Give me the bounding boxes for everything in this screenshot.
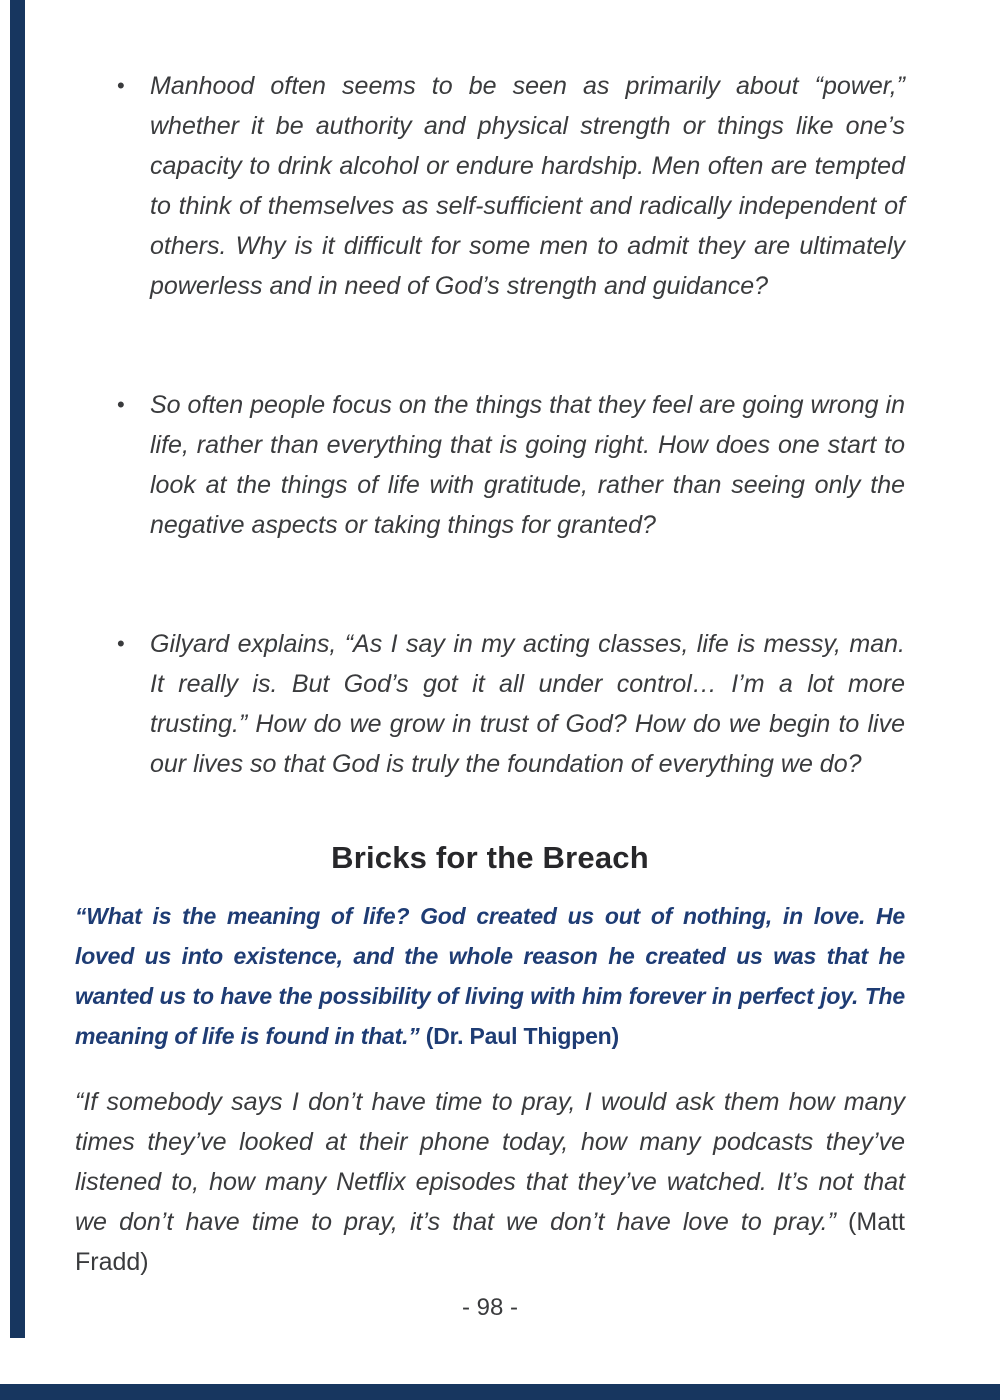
- bullet-text: Manhood often seems to be seen as primarily about “power,” whether it be authority and physical strength or things like one’s capacity to drink alcohol or endure hardship. Men often are tempted to think of themselves as self-sufficient and radically independent of others. Why is it difficult for some men to admit they are ultimately powerless and in need of God’s strength and guidance?: [150, 72, 905, 300]
- bullet-text: So often people focus on the things that they feel are going wrong in life, rather than everything that is going right. How does one start to look at the things of life with gratitude, rather than seeing only the negative aspects or taking things for granted?: [150, 391, 905, 539]
- bottom-border-bar: [0, 1384, 1000, 1400]
- quote-attribution: (Dr. Paul Thigpen): [425, 1023, 619, 1049]
- bullet-dot: •: [117, 392, 125, 417]
- quote-text: “What is the meaning of life? God created us out of nothing, in love. He loved us into existence, and the whole reason he created us was that he wanted us to have the possibility of living with him forever in perfect joy. The meaning of life is found in that.”: [75, 903, 905, 1049]
- section-heading: Bricks for the Breach: [331, 840, 649, 875]
- bullet-dot: •: [117, 631, 125, 656]
- quote-attribution: (Matt Fradd): [75, 1208, 905, 1276]
- thigpen-quote: [75, 896, 905, 1056]
- bullet-item-gratitude: [117, 385, 905, 545]
- bullet-item-manhood: [117, 66, 905, 306]
- bullet-dot: •: [117, 73, 125, 98]
- quote-text: “If somebody says I don’t have time to pray, I would ask them how many times they’ve looked at their phone today, how many podcasts they’ve listened to, how many Netflix episodes that they’ve watched. It’s not that we don’t have time to pray, it’s that we don’t have love to pray.”: [75, 1088, 905, 1236]
- bullet-item-gilyard: [117, 624, 905, 784]
- left-border-bar: [10, 0, 25, 1338]
- fradd-quote: [75, 1082, 905, 1282]
- bullet-text: Gilyard explains, “As I say in my acting classes, life is messy, man. It really is. But God’s got it all under control… I’m a lot more trusting.” How do we grow in trust of God? How do we begin to live our lives so that God is truly the foundation of everything we do?: [150, 630, 905, 778]
- page-number: - 98 -: [461, 1294, 518, 1321]
